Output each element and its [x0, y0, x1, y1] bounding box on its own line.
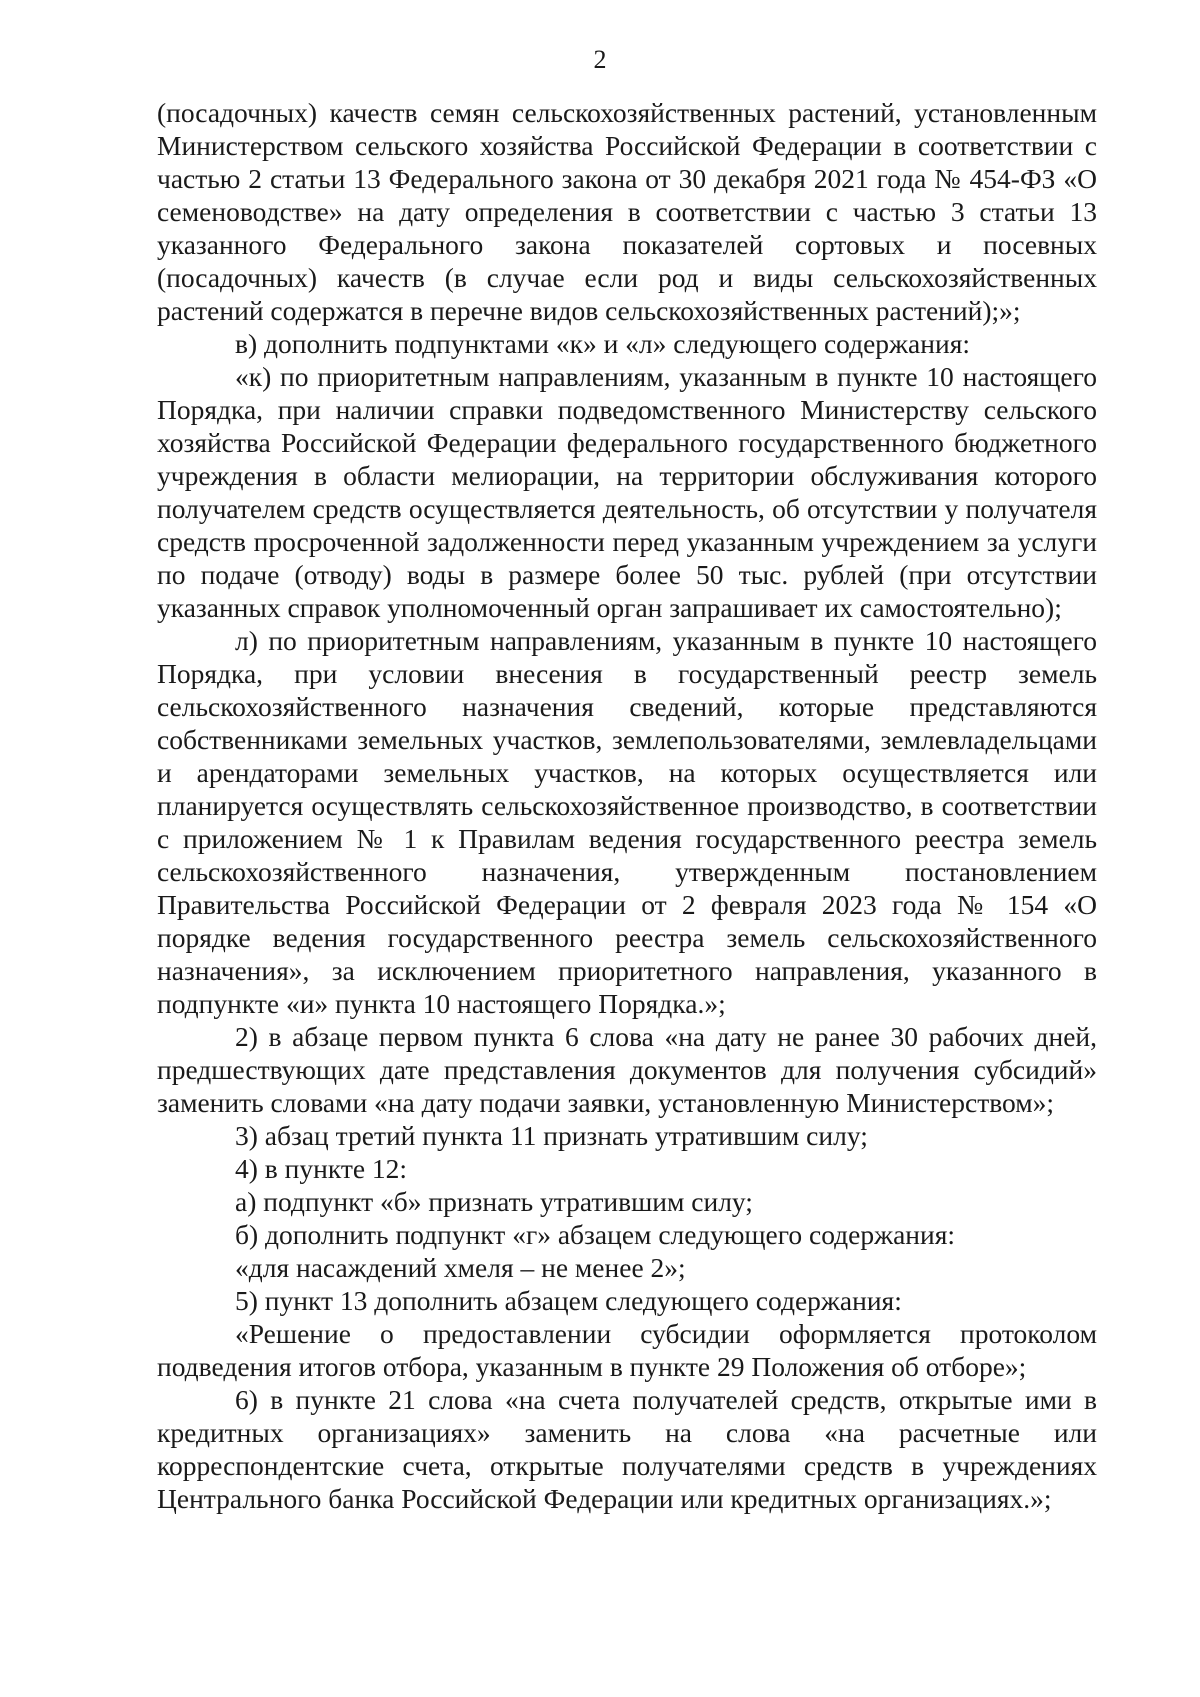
paragraph-continuation: (посадочных) качеств семян сельскохозяйственных растений, установленным Министерством сельского хозяйства Российской Федерации в соответствии с частью 2 статьи 13 Федерального закона от 30 декабря 2021 года № 454-ФЗ «О семеноводстве» на дату определения в соответствии с частью 3 статьи 13 указанного Федерального закона показателей сортовых и посевных (посадочных) качеств (в случае если род и виды сельскохозяйственных растений содержатся в перечне видов сельскохозяйственных растений);»; — [157, 97, 1097, 326]
paragraph-subitem-b: б) дополнить подпункт «г» абзацем следующего содержания: — [235, 1219, 956, 1250]
paragraph-subitem-l: л) по приоритетным направлениям, указанным в пункте 10 настоящего Порядка, при условии внесения в государственный реестр земель сельскохозяйственного назначения сведений, которые представляются собственниками земельных участков, землепользователями, землевладельцами и арендаторами земельных участков, на которых осуществляется или планируется осуществлять сельскохозяйственное производство, в соответствии с приложением № 1 к Правилам ведения государственного реестра земель сельскохозяйственного назначения, утвержденным постановлением Правительства Российской Федерации от 2 февраля 2023 года № 154 «О порядке ведения государственного реестра земель сельскохозяйственного назначения», за исключением приоритетного направления, указанного в подпункте «и» пункта 10 настоящего Порядка.»; — [157, 625, 1097, 1019]
paragraph-quote-hops: «для насаждений хмеля – не менее 2»; — [235, 1252, 686, 1283]
page-number: 2 — [593, 45, 607, 74]
paragraph-subitem-v: в) дополнить подпунктами «к» и «л» следующего содержания: — [235, 328, 970, 359]
paragraph-item-5: 5) пункт 13 дополнить абзацем следующего содержания: — [235, 1285, 902, 1316]
paragraph-subitem-k: «к) по приоритетным направлениям, указанным в пункте 10 настоящего Порядка, при наличии справки подведомственного Министерству сельского хозяйства Российской Федерации федерального государственного бюджетного учреждения в области мелиорации, на территории обслуживания которого получателем средств осуществляется деятельность, об отсутствии у получателя средств просроченной задолженности перед указанным учреждением за услуги по подаче (отводу) воды в размере более 50 тыс. рублей (при отсутствии указанных справок уполномоченный орган запрашивает их самостоятельно); — [157, 361, 1097, 623]
paragraph-item-6: 6) в пункте 21 слова «на счета получателей средств, открытые ими в кредитных организациях» заменить на слова «на расчетные или корреспондентские счета, открытые получателями средств в учреждениях Центрального банка Российской Федерации или кредитных организациях.»; — [157, 1384, 1097, 1514]
paragraph-item-4: 4) в пункте 12: — [235, 1153, 408, 1184]
paragraph-subitem-a: а) подпункт «б» признать утратившим силу; — [235, 1186, 753, 1217]
paragraph-quote-decision: «Решение о предоставлении субсидии оформляется протоколом подведения итогов отбора, указанным в пункте 29 Положения об отборе»; — [157, 1318, 1097, 1382]
paragraph-item-3: 3) абзац третий пункта 11 признать утратившим силу; — [235, 1120, 868, 1151]
paragraph-item-2: 2) в абзаце первом пункта 6 слова «на дату не ранее 30 рабочих дней, предшествующих дате представления документов для получения субсидий» заменить словами «на дату подачи заявки, установленную Министерством»; — [157, 1021, 1097, 1118]
document-body — [157, 96, 1097, 1515]
